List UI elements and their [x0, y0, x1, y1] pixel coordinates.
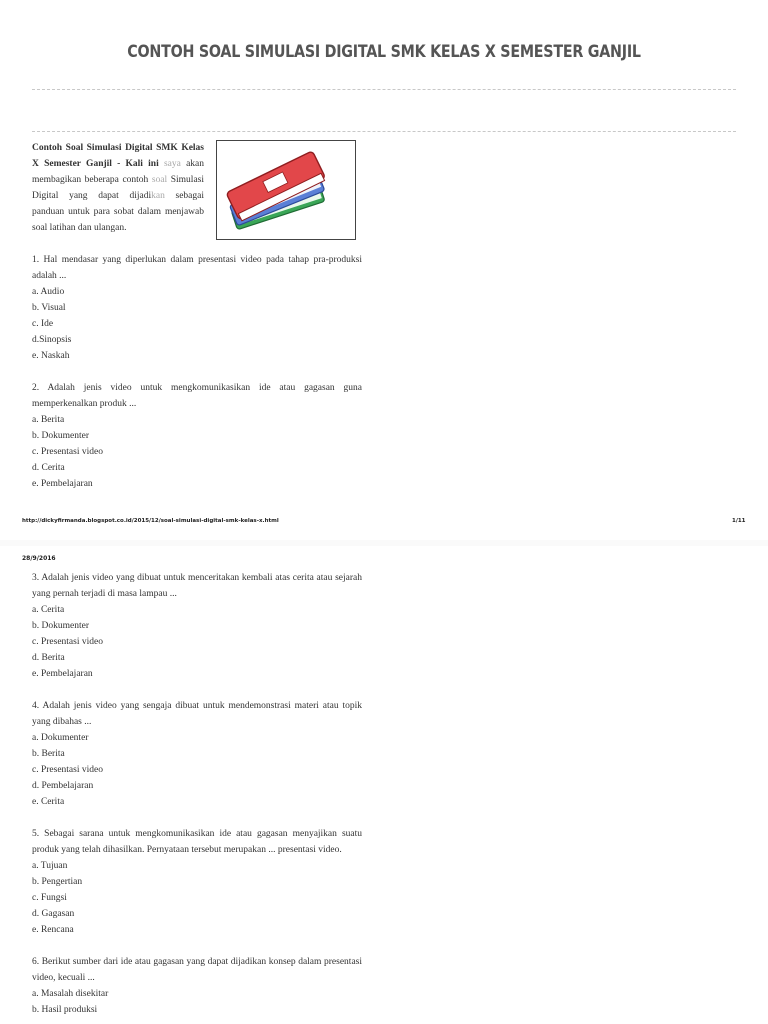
- spacer: [32, 682, 362, 698]
- question-3: [32, 570, 362, 682]
- spacer: [32, 810, 362, 826]
- question-text: 1. Hal mendasar yang diperlukan dalam presentasi video pada tahap pra-produksi adalah ...: [32, 255, 362, 281]
- intro-faded-text-3: kan: [151, 191, 165, 201]
- question-text: 4. Adalah jenis video yang sengaja dibuat untuk mendemonstrasi materi atau topik yang dibahas ...: [32, 701, 362, 727]
- intro-bold-text-2: Kelas X Semester Ganjil - Kali ini: [32, 143, 205, 169]
- option: a. Cerita: [32, 605, 65, 615]
- option: a. Tujuan: [32, 861, 68, 871]
- option: d. Gagasan: [32, 909, 75, 919]
- intro-text-3: sebagai panduan untuk para sobat dalam: [32, 191, 205, 217]
- intro-paragraph: [32, 140, 204, 236]
- page-title: CONTOH SOAL SIMULASI DIGITAL SMK KELAS X SEMESTER GANJIL: [127, 42, 641, 62]
- option: b. Dokumenter: [32, 621, 89, 631]
- option: a. Audio: [32, 287, 65, 297]
- question-text: 5. Sebagai sarana untuk mengkomunikasikan ide atau gagasan menyajikan suatu produk yang telah dihasilkan. Pernyataan tersebut merupakan ... presentasi video.: [32, 829, 362, 855]
- page-header-date: 28/9/2016: [22, 555, 56, 562]
- option: a. Masalah disekitar: [32, 989, 109, 999]
- option: d. Cerita: [32, 463, 65, 473]
- option: b. Pengertian: [32, 877, 83, 887]
- intro-faded-text-2: soal: [151, 175, 168, 185]
- page-separator: [0, 540, 768, 546]
- option: b. Berita: [32, 749, 65, 759]
- intro-faded-text-1: saya: [163, 159, 181, 169]
- question-6: [32, 954, 362, 1018]
- footer-page-number: 1/11: [732, 518, 746, 524]
- option: a. Dokumenter: [32, 733, 89, 743]
- intro-bold-faded-text: SMK: [156, 143, 178, 153]
- option: d. Pembelajaran: [32, 781, 94, 791]
- intro-text-2: Simulasi Digital yang dapat dijadi: [32, 175, 205, 201]
- intro-text-4: menjawab soal latihan dan ulangan.: [32, 207, 204, 233]
- question-text: 6. Berikut sumber dari ide atau gagasan yang dapat dijadikan konsep dalam presentasi video, kecuali ...: [32, 957, 362, 983]
- option: c. Presentasi video: [32, 447, 103, 457]
- footer-url: http://dickyfirmanda.blogspot.co.id/2015/12/soal-simulasi-digital-smk-kelas-x.html: [22, 518, 279, 524]
- option: b. Hasil produksi: [32, 1005, 98, 1015]
- option: c. Presentasi video: [32, 637, 103, 647]
- option: e. Rencana: [32, 925, 74, 935]
- option: e. Cerita: [32, 797, 65, 807]
- question-5: [32, 826, 362, 938]
- option: b. Dokumenter: [32, 431, 89, 441]
- book-stack-illustration: [216, 140, 356, 240]
- book-stack-icon: [217, 141, 355, 239]
- option: c. Presentasi video: [32, 765, 103, 775]
- dotted-divider-bottom: [32, 131, 736, 132]
- spacer: [32, 938, 362, 954]
- page-2-questions: [32, 570, 362, 1018]
- intro-text-1: akan membagikan beberapa contoh: [32, 159, 205, 185]
- question-1: [32, 252, 362, 364]
- option: e. Pembelajaran: [32, 669, 93, 679]
- option: e. Naskah: [32, 351, 70, 361]
- option: d. Berita: [32, 653, 65, 663]
- question-text: 3. Adalah jenis video yang dibuat untuk menceritakan kembali atas cerita atau sejarah yang pernah terjadi di masa lampau ...: [32, 573, 362, 599]
- question-4: [32, 698, 362, 810]
- question-2: [32, 380, 362, 492]
- option: e. Pembelajaran: [32, 479, 93, 489]
- option: b. Visual: [32, 303, 66, 313]
- intro-bold-text: Contoh Soal Simulasi Digital: [32, 143, 153, 153]
- option: c. Ide: [32, 319, 54, 329]
- dotted-divider-top: [32, 89, 736, 90]
- option: c. Fungsi: [32, 893, 67, 903]
- question-text: 2. Adalah jenis video untuk mengkomunikasikan ide atau gagasan guna memperkenalkan produk ...: [32, 383, 362, 409]
- option: d.Sinopsis: [32, 335, 72, 345]
- option: a. Berita: [32, 415, 65, 425]
